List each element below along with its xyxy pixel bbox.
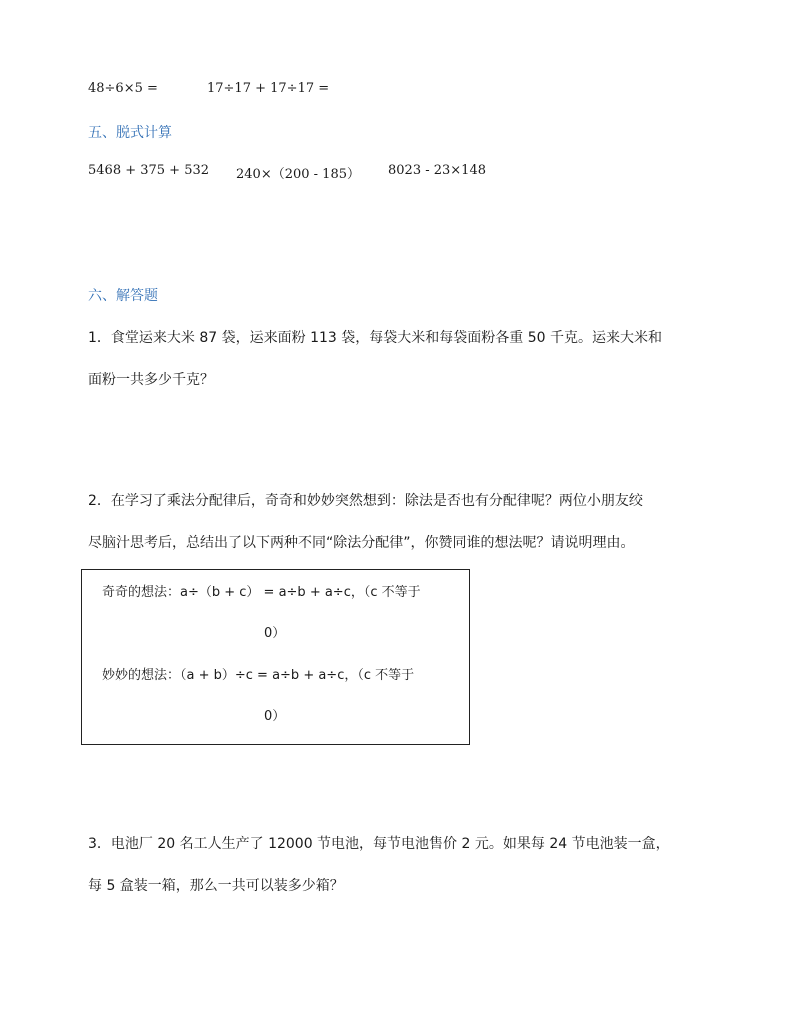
expr-48-div-6-times-5: 48÷6×5 = — [88, 81, 158, 96]
question2-line2: 尽脑汁思考后，总结出了以下两种不同“除法分配律”，你赞同谁的想法呢？请说明理由。 — [88, 535, 635, 551]
question3-line2: 每 5 盒装一箱，那么一共可以装多少箱？ — [88, 878, 344, 894]
expr-17-div-17-sum: 17÷17 + 17÷17 = — [207, 81, 330, 96]
section6-title: 六、解答题 — [88, 288, 158, 304]
section5-title: 五、脱式计算 — [88, 125, 172, 141]
qiqi-idea-line1: 奇奇的想法：a÷（b + c） = a÷b + a÷c，（c 不等于 — [102, 585, 421, 600]
ideas-box — [81, 569, 470, 745]
question3-line1: 3．电池厂 20 名工人生产了 12000 节电池，每节电池售价 2 元。如果每 24 节电池装一盒， — [88, 836, 670, 852]
section5-expr-1: 5468 + 375 + 532 — [88, 163, 210, 178]
question2-line1: 2．在学习了乘法分配律后，奇奇和妙妙突然想到：除法是否也有分配律呢？两位小朋友绞 — [88, 493, 643, 509]
question1-line1: 1．食堂运来大米 87 袋，运来面粉 113 袋，每袋大米和每袋面粉各重 50 千克。运来大米和 — [88, 330, 662, 346]
miaomiao-idea-line2: 0） — [264, 709, 286, 724]
question1-line2: 面粉一共多少千克？ — [88, 372, 214, 388]
qiqi-idea-line2: 0） — [264, 626, 286, 641]
section5-expr-2: 240×（200 - 185） — [236, 167, 360, 182]
section5-expr-3: 8023 - 23×148 — [388, 163, 486, 178]
miaomiao-idea-line1: 妙妙的想法：（a + b）÷c = a÷b + a÷c，（c 不等于 — [102, 668, 415, 683]
